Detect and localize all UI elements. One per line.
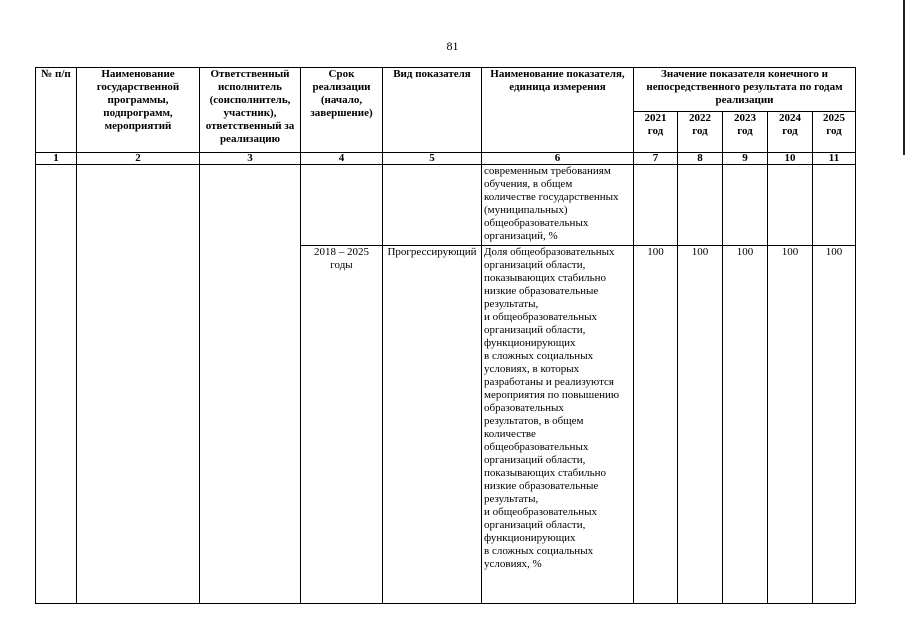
cell-period xyxy=(301,165,383,246)
header-executor: Ответственный исполнитель (соисполнитель, участник), ответственный за реализацию xyxy=(200,68,301,153)
cell-value-2022 xyxy=(678,165,723,246)
cell-program xyxy=(77,165,200,604)
header-row-1 xyxy=(36,68,856,112)
cell-indicator-name: Доля общеобразовательных организаций области, показывающих стабильно низкие образовательные результаты, и общеобразовательных организаций области, функционирующих в сложных социальных условиях, в которых разработаны и реализуются мероприятия по повышению образовательных результатов, в общем количестве общеобразовательных организаций области, показывающих стабильно низкие образовательные результаты, и общеобразовательных организаций области, функционирующих в сложных социальных условиях, % xyxy=(482,246,634,604)
header-period: Срок реализации (начало, завершение) xyxy=(301,68,383,153)
header-num: № п/п xyxy=(36,68,77,153)
column-number: 1 xyxy=(36,153,77,165)
cell-value-2021 xyxy=(634,165,678,246)
cell-value-2024 xyxy=(768,165,813,246)
cell-executor xyxy=(200,165,301,604)
cell-value-2021: 100 xyxy=(634,246,678,604)
header-values-group: Значение показателя конечного и непосредственного результата по годам реализации xyxy=(634,68,856,112)
cell-num xyxy=(36,165,77,604)
column-number-row xyxy=(36,153,856,165)
header-year-2022: 2022 год xyxy=(678,112,723,153)
header-year-2024: 2024 год xyxy=(768,112,813,153)
cell-period: 2018 – 2025 годы xyxy=(301,246,383,604)
indicators-table xyxy=(35,67,856,604)
header-year-2025: 2025 год xyxy=(813,112,856,153)
cell-indicator-name: современным требованиям обучения, в общем количестве государственных (муниципальных) общеобразовательных организаций, % xyxy=(482,165,634,246)
column-number: 3 xyxy=(200,153,301,165)
column-number: 6 xyxy=(482,153,634,165)
cell-value-2023 xyxy=(723,165,768,246)
cell-value-2025 xyxy=(813,165,856,246)
cell-value-2025: 100 xyxy=(813,246,856,604)
column-number: 2 xyxy=(77,153,200,165)
column-number: 4 xyxy=(301,153,383,165)
page-number: 81 xyxy=(446,39,459,53)
header-year-2023: 2023 год xyxy=(723,112,768,153)
cell-indicator-type xyxy=(383,165,482,246)
header-program: Наименование государственной программы, подпрограмм, мероприятий xyxy=(77,68,200,153)
table-row xyxy=(36,165,856,246)
cell-indicator-type: Прогрессирующий xyxy=(383,246,482,604)
cell-value-2024: 100 xyxy=(768,246,813,604)
column-number: 8 xyxy=(678,153,723,165)
cell-value-2022: 100 xyxy=(678,246,723,604)
header-indicator-type: Вид показателя xyxy=(383,68,482,153)
column-number: 11 xyxy=(813,153,856,165)
column-number: 7 xyxy=(634,153,678,165)
cell-value-2023: 100 xyxy=(723,246,768,604)
header-year-2021: 2021 год xyxy=(634,112,678,153)
column-number: 9 xyxy=(723,153,768,165)
column-number: 10 xyxy=(768,153,813,165)
header-indicator-name: Наименование показателя, единица измерения xyxy=(482,68,634,153)
column-number: 5 xyxy=(383,153,482,165)
